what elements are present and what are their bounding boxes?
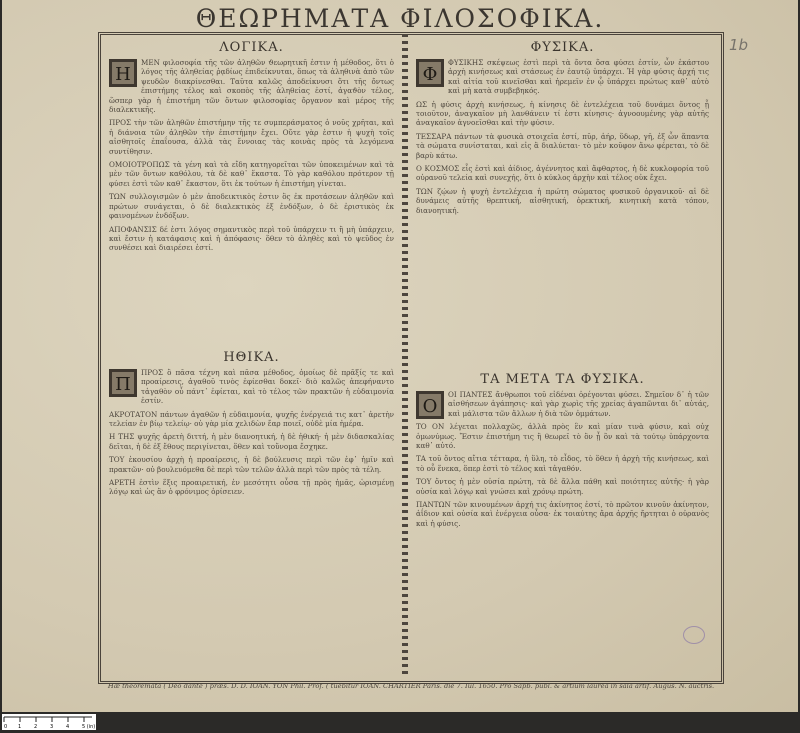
ornamental-initial-icon: [109, 59, 137, 87]
column-divider: [402, 34, 408, 676]
section-heading-physika: ΦΥΣΙΚΑ.: [530, 40, 595, 55]
ornamental-initial-icon: [416, 59, 444, 87]
ornamental-initial-icon: [416, 391, 444, 419]
scale-ruler: [2, 714, 96, 730]
paragraph-text: ΟΙ ΠΑΝΤΕΣ ἄνθρωποι τοῦ εἰδέναι ὀρέγονται φύσει. Σημεῖον δ᾽ ἡ τῶν αἰσθήσεων ἀγάπησις· καὶ γὰρ χωρὶς τῆς χρείας ἀγαπῶνται δι᾽ αὑτάς, καὶ μάλιστα τῶν ἄλλων ἡ διὰ τῶν ὀμμάτων.: [448, 390, 709, 418]
paragraph: [416, 58, 709, 96]
paragraph: [109, 368, 394, 406]
paragraph: ΤΑ τοῦ ὄντος αἴτια τέτταρα, ἡ ὕλη, τὸ εἶδος, τὸ ὅθεν ἡ ἀρχὴ τῆς κινήσεως, καὶ τὸ οὗ ἕνεκα, ὅπερ ἐστὶ τὸ τέλος καὶ τἀγαθόν.: [416, 454, 709, 473]
svg-text:Ο: Ο: [422, 396, 438, 417]
section-heading-metaphysika: ΤΑ ΜΕΤΑ ΤΑ ΦΥΣΙΚΑ.: [480, 372, 645, 387]
svg-text:4: 4: [66, 724, 70, 730]
paragraph: ΤΟ ΟΝ λέγεται πολλαχῶς, ἀλλὰ πρὸς ἓν καὶ μίαν τινὰ φύσιν, καὶ οὐχ ὁμωνύμως. Ἔστιν ἐπιστήμη τις ἣ θεωρεῖ τὸ ὂν ᾗ ὂν καὶ τὰ τούτῳ ὑπάρχοντα καθ᾽ αὑτό.: [416, 422, 709, 451]
paragraph: ΤΩΝ συλλογισμῶν ὁ μὲν ἀποδεικτικὸς ἐστιν ὃς ἐκ προτάσεων ἀληθῶν καὶ πρώτων συνάγεται, ὁ δὲ διαλεκτικὸς ἐξ ἐνδόξων, ὁ δὲ ἐριστικὸς ἐκ φαινομένων ἐνδόξων.: [109, 192, 394, 221]
svg-text:0: 0: [4, 724, 8, 730]
paragraph-text: ΠΡΟΣ ὃ πᾶσα τέχνη καὶ πᾶσα μέθοδος, ὁμοίως δὲ πρᾶξίς τε καὶ προαίρεσις, ἀγαθοῦ τινὸς ἐφίεσθαι δοκεῖ· διὸ καλῶς ἀπεφήναντο τἀγαθὸν οὗ πάντ᾽ ἐφίεται, καὶ τὸ τέλος τῶν πρακτῶν ἡ εὐδαιμονία ἐστίν.: [141, 368, 394, 406]
paragraph-text: ΦΥΣΙΚΗΣ σκέψεως ἐστὶ περὶ τὰ ὄντα ὅσα φύσει ἐστίν, ὧν ἑκάστου ἀρχὴ κινήσεως καὶ στάσεως ἐν ἑαυτῷ ὑπάρχει. Ἡ γὰρ φύσις ἀρχή τις καὶ αἰτία τοῦ κινεῖσθαι καὶ ἠρεμεῖν ἐν ᾧ ὑπάρχει πρώτως καθ᾽ αὑτὸ καὶ μὴ κατὰ συμβεβηκός.: [448, 58, 709, 96]
svg-text:5 (in): 5 (in): [82, 724, 96, 730]
svg-text:1: 1: [18, 724, 22, 730]
pencil-note: 1b: [729, 36, 749, 54]
paragraph: [109, 58, 394, 114]
paragraph: ΑΚΡΟΤΑΤΟΝ πάντων ἀγαθῶν ἡ εὐδαιμονία, ψυχῆς ἐνέργειά τις κατ᾽ ἀρετὴν τελείαν ἐν βίῳ τελείῳ· οὐ γὰρ μία χελιδὼν ἔαρ ποιεῖ, οὐδὲ μία ἡμέρα.: [109, 409, 394, 429]
section-physika: [416, 40, 709, 352]
paragraph: [416, 390, 709, 418]
paragraph: ΑΡΕΤΗ ἐστὶν ἕξις προαιρετική, ἐν μεσότητι οὖσα τῇ πρὸς ἡμᾶς, ὡρισμένῃ λόγῳ καὶ ὡς ἂν ὁ φρόνιμος ὁρίσειεν.: [109, 478, 394, 497]
paragraph: ΟΜΟΙΟΤΡΟΠΩΣ τὰ γένη καὶ τὰ εἴδη κατηγορεῖται τῶν ὑποκειμένων καὶ τὰ μὲν τῶν ὄντων καθόλου, τὰ δὲ καθ᾽ ἕκαστα. Τὸ γὰρ καθόλου πρότερον τῇ φύσει ἐστὶ τῶν καθ᾽ ἕκαστον, ὅτι ἐκ τούτων ἡ ἐπιστήμη γίνεται.: [109, 160, 394, 188]
paragraph: ΤΩΝ ζῴων ἡ ψυχὴ ἐντελέχεια ἡ πρώτη σώματος φυσικοῦ ὀργανικοῦ· αἱ δὲ δυνάμεις αὐτῆς θρεπτική, αἰσθητική, ὀρεκτική, κινητικὴ κατὰ τόπον, διανοητική.: [416, 186, 709, 215]
imprint-footer: Hæ theoremata ( Deo dante ) præs. D. D. IOAN. YON Phil. Prof. ( tuebitur IOAN. CHARTIER Paris. die 7. Iul. 1650. Pro Sapb. publ. & artium laurea in sala artif. Augus. N. auctris.: [107, 682, 715, 690]
paragraph: ΑΠΟΦΑΝΣΙΣ δέ ἐστι λόγος σημαντικὸς περὶ τοῦ ὑπάρχειν τι ἢ μὴ ὑπάρχειν, καὶ ἔστιν ἡ κατάφασις καὶ ἡ ἀπόφασις· ὅθεν τὸ ἀληθὲς καὶ τὸ ψεῦδος ἐν συνθέσει καὶ διαιρέσει ἐστί.: [109, 224, 394, 253]
section-heading-logika: ΛΟΓΙΚΑ.: [219, 40, 284, 55]
paragraph-text: ΜΕΝ φιλοσοφία τῆς τῶν ἀληθῶν ϑεωρητικῆ ἐστιν ἡ μέθοδος, ὅτι ὁ λόγος τῆς ἀληθείας ῥᾳδίως ἐπιδείκνυται, ὅπως τὰ ἀληθινὰ ἀπὸ τῶν ψευδῶν διακρίνεσθαι. Ταῦτα καλῶς ἀποδείκνυσι ὅτι τῆς ὄντως ἐπιστήμης τέλος καὶ σκοπὸς τῆς ἀληθείας ἐστί, ἀγαϑὸν τέλος, ὥσπερ γὰρ ἡ ἐπιστήμη τῶν ὄντων φιλοσοφίας ὄργανον καὶ μέρος τῆς διαλεκτικῆς.: [109, 58, 394, 115]
library-stamp: [683, 626, 705, 644]
svg-text:Η: Η: [115, 64, 131, 85]
paragraph: ΤΟΥ ὄντος ἡ μὲν οὐσία πρώτη, τὰ δὲ ἄλλα πάθη καὶ ποιότητες αὐτῆς· ἡ γὰρ οὐσία καὶ λόγῳ καὶ γνώσει καὶ χρόνῳ πρώτη.: [416, 477, 709, 496]
thesis-sheet: [2, 0, 798, 712]
section-ethika: [109, 350, 394, 676]
section-heading-ethika: ΗΘΙΚΑ.: [223, 350, 280, 365]
paragraph: Ο ΚΟΣΜΟΣ εἷς ἐστὶ καὶ ἀίδιος, ἀγέννητος καὶ ἄφθαρτος, ἡ δὲ κυκλοφορία τοῦ οὐρανοῦ τελεία καὶ συνεχής, ὅτι ὁ κύκλος ἀρχὴν καὶ τέλος οὐκ ἔχει.: [416, 164, 709, 183]
svg-text:Φ: Φ: [422, 64, 438, 85]
ornamental-initial-icon: [109, 369, 137, 397]
section-logika: [109, 40, 394, 340]
paragraph: ΩΣ ἡ φύσις ἀρχὴ κινήσεως, ἡ κίνησις δὲ ἐντελέχεια τοῦ δυνάμει ὄντος ᾗ τοιοῦτον, ἀναγκαῖον μὴ λανθάνειν τί ἐστι κίνησις· ἀγνοουμένης γὰρ αὐτῆς ἀναγκαῖον ἀγνοεῖσθαι καὶ τὴν φύσιν.: [416, 99, 709, 128]
svg-text:Π: Π: [115, 374, 131, 395]
page-title: ΘΕΩΡΗΜΑΤΑ ΦΙΛΟΣΟΦΙΚΑ.: [195, 4, 605, 33]
svg-text:3: 3: [50, 724, 54, 730]
paragraph: ΤΟΥ ἑκουσίου ἀρχὴ ἡ προαίρεσις, ἡ δὲ βούλευσις περὶ τῶν ἐφ᾽ ἡμῖν καὶ πρακτῶν· οὐ βουλευόμεθα δὲ περὶ τῶν τελῶν ἀλλὰ περὶ τῶν πρὸς τὰ τέλη.: [109, 455, 394, 474]
section-metaphysika: [416, 372, 709, 676]
paragraph: ΠΑΝΤΩΝ τῶν κινουμένων ἀρχή τις ἀκίνητος ἐστί, τὸ πρῶτον κινοῦν ἀκίνητον, ἀΐδιον καὶ οὐσία καὶ ἐνέργεια οὖσα· ἐκ τοιαύτης ἄρα ἀρχῆς ἤρτηται ὁ οὐρανὸς καὶ ἡ φύσις.: [416, 500, 709, 528]
paragraph: ΤΕΣΣΑΡΑ πάντων τὰ φυσικὰ στοιχεῖα ἐστί, πῦρ, ἀήρ, ὕδωρ, γῆ, ἐξ ὧν ἅπαντα τὰ σώματα συνίσταται, καὶ εἰς ἃ διαλύεται· τὸ μὲν κοῦφον ἄνω φέρεται, τὸ δὲ βαρὺ κάτω.: [416, 131, 709, 160]
svg-text:2: 2: [34, 724, 38, 730]
paragraph: ΠΡΟΣ τὴν τῶν ἀληθῶν ἐπιστήμην τῆς τε συμπεράσματος ὁ νοῦς χρῆται, καὶ ἡ διάνοια τῶν ἀληθῶν τὴν ἐπιστήμην ἔχει. Οὔτε γὰρ ἐστιν ἡ ψυχὴ τοῖς αἰσθητοῖς ἐπαΐουσα, ἀλλὰ τὰς ἔννοιας τὰς κοινὰς πρὸς τὰ λεγόμενα συντίθησιν.: [109, 118, 394, 156]
paragraph: Η ΤΗΣ ψυχῆς ἀρετὴ διττή, ἡ μὲν διανοητική, ἡ δὲ ἠθική· ἡ μὲν διδασκαλίας δεῖται, ἡ δὲ ἐξ ἔθους περιγίνεται, ὅθεν καὶ τοὔνομα ἔσχηκε.: [109, 432, 394, 451]
